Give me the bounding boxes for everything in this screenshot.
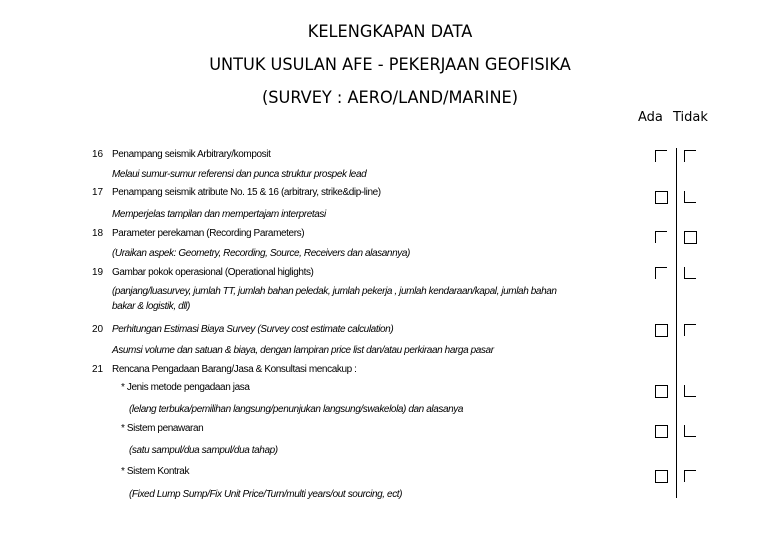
item-19-desc-2: bakar & logistik, dll): [112, 301, 190, 312]
item-17-number: 17: [92, 187, 104, 198]
item-16-tidak-checkbox[interactable]: [684, 150, 696, 162]
item-18-desc: (Uraikan aspek: Geometry, Recording, Source, Receivers dan alasannya): [112, 248, 410, 259]
item-18-tidak-checkbox[interactable]: [684, 231, 697, 244]
item-21-sub-2-desc: (satu sampul/dua sampul/dua tahap): [129, 445, 278, 456]
item-17-tidak-checkbox[interactable]: [684, 191, 696, 203]
column-ada: Ada: [638, 110, 663, 125]
column-divider: [676, 148, 677, 498]
item-21-sub-3-desc: (Fixed Lump Sump/Fix Unit Price/Turn/multi years/out sourcing, ect): [129, 489, 403, 500]
item-19-tidak-checkbox[interactable]: [684, 267, 696, 279]
item-20-tidak-checkbox[interactable]: [684, 324, 696, 336]
item-20-label: Perhitungan Estimasi Biaya Survey (Survey cost estimate calculation): [112, 324, 394, 335]
item-16-label: Penampang seismik Arbitrary/komposit: [112, 149, 271, 160]
title-line-1: KELENGKAPAN DATA: [307, 22, 473, 42]
item-21-sub-3-ada-checkbox[interactable]: [655, 470, 668, 483]
title-line-3: (SURVEY : AERO/LAND/MARINE): [261, 88, 519, 108]
item-18-label: Parameter perekaman (Recording Parameters): [112, 228, 305, 239]
item-19-ada-checkbox[interactable]: [655, 267, 667, 279]
item-20-ada-checkbox[interactable]: [655, 324, 668, 337]
item-17-label: Penampang seismik atribute No. 15 & 16 (arbitrary, strike&dip-line): [112, 187, 381, 198]
item-20-desc: Asumsi volume dan satuan & biaya, dengan lampiran price list dan/atau perkiraan harga pasar: [112, 345, 494, 356]
item-21-label: Rencana Pengadaan Barang/Jasa & Konsultasi mencakup :: [112, 364, 357, 375]
item-17-desc: Memperjelas tampilan dan mempertajam interpretasi: [112, 209, 326, 220]
item-21-sub-2-ada-checkbox[interactable]: [655, 425, 668, 438]
item-19-desc-1: (panjang/luasurvey, jumlah TT, jumlah bahan peledak, jumlah pekerja , jumlah kendaraan/kapal, jumlah bahan: [112, 286, 557, 297]
item-21-sub-3-label: * Sistem Kontrak: [121, 466, 190, 477]
item-21-sub-1-tidak-checkbox[interactable]: [684, 385, 696, 397]
item-21-sub-3-tidak-checkbox[interactable]: [684, 470, 696, 482]
column-tidak: Tidak: [673, 110, 708, 125]
item-21-sub-1-desc: (lelang terbuka/pemilihan langsung/penunjukan langsung/swakelola) dan alasanya: [129, 404, 464, 415]
item-17-ada-checkbox[interactable]: [655, 191, 668, 204]
item-21-sub-2-label: * Sistem penawaran: [121, 423, 204, 434]
item-16-ada-checkbox[interactable]: [655, 150, 667, 162]
item-21-sub-1-ada-checkbox[interactable]: [655, 385, 668, 398]
item-18-number: 18: [92, 228, 104, 239]
item-21-sub-2-tidak-checkbox[interactable]: [684, 425, 696, 437]
item-19-label: Gambar pokok operasional (Operational higlights): [112, 267, 314, 278]
item-18-ada-checkbox[interactable]: [655, 231, 667, 243]
title-line-2: UNTUK USULAN AFE - PEKERJAAN GEOFISIKA: [209, 55, 571, 75]
item-21-sub-1-label: * Jenis metode pengadaan jasa: [121, 382, 250, 393]
item-16-desc: Melaui sumur-sumur referensi dan punca struktur prospek lead: [112, 169, 367, 180]
item-20-number: 20: [92, 324, 104, 335]
item-19-number: 19: [92, 267, 104, 278]
item-16-number: 16: [92, 149, 104, 160]
item-21-number: 21: [92, 364, 104, 375]
